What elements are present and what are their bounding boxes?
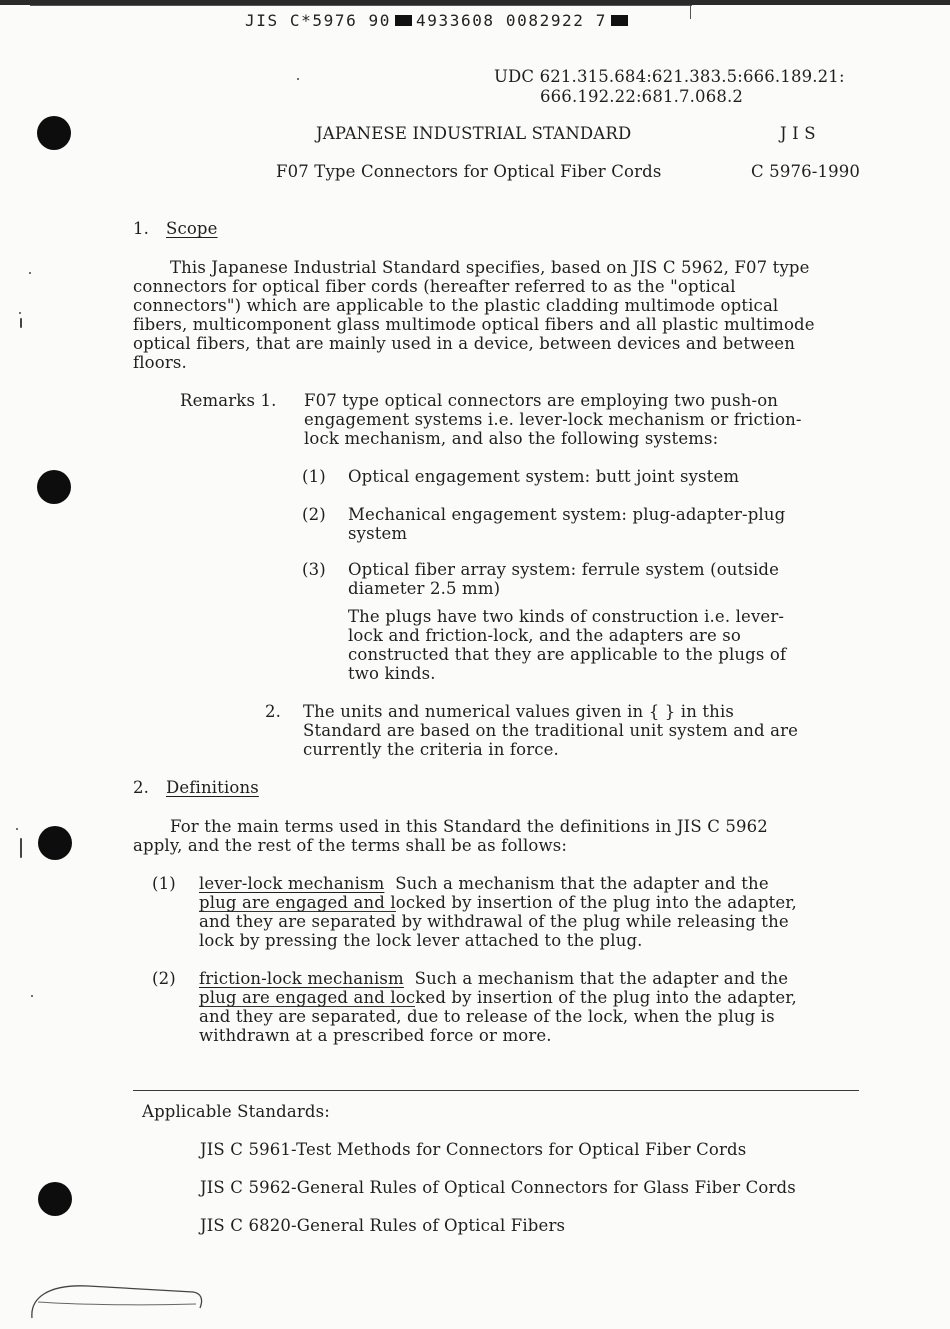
definitions-intro-line: For the main terms used in this Standard the definitions in JIS C 5962 [170, 817, 768, 836]
punch-hole [38, 1182, 72, 1216]
scope-para-line: floors. [133, 353, 187, 372]
redaction-block [611, 15, 628, 26]
section-number: 2. [133, 778, 150, 797]
remarks-label: Remarks 1. [180, 391, 277, 410]
header-rule-end [690, 5, 691, 19]
section-heading-scope [166, 219, 218, 238]
remark-1-line: lock mechanism, and also the following systems: [304, 429, 719, 448]
applicable-standard-item: JIS C 5962-General Rules of Optical Connectors for Glass Fiber Cords [200, 1178, 796, 1197]
plugs-note-line: two kinds. [348, 664, 436, 683]
udc-line-1: UDC 621.315.684:621.383.5:666.189.21: [494, 67, 845, 86]
header-rule [30, 5, 692, 6]
scope-heading-text: Scope [166, 219, 218, 238]
scan-speck [31, 995, 33, 997]
remark-1-line: F07 type optical connectors are employing two push-on [304, 391, 779, 410]
definitions-heading-text: Definitions [166, 778, 259, 797]
applicable-standard-item: JIS C 5961-Test Methods for Connectors for Optical Fiber Cords [200, 1140, 747, 1159]
jis-mark: J I S [780, 124, 816, 143]
definition-text: Such a mechanism that the adapter and the [395, 874, 769, 893]
punch-hole [38, 826, 72, 860]
list-item-number: (1) [302, 467, 326, 486]
definition-term-line [199, 969, 788, 988]
scope-para-line: connectors for optical fiber cords (hereafter referred to as the "optical [133, 277, 736, 296]
redaction-block [395, 15, 412, 26]
list-item-text: system [348, 524, 408, 543]
scan-speck [16, 828, 18, 830]
remark-2-line: Standard are based on the traditional unit system and are [303, 721, 799, 740]
applicable-standard-item: JIS C 6820-General Rules of Optical Fibers [200, 1216, 566, 1235]
list-item-text: Optical fiber array system: ferrule system (outside [348, 560, 780, 579]
scan-speck [19, 312, 21, 314]
section-number: 1. [133, 219, 150, 238]
definition-text: plug are engaged and locked by insertion of the plug into the adapter, [199, 893, 797, 912]
document-header-code [245, 11, 632, 30]
document-title: F07 Type Connectors for Optical Fiber Cords [276, 162, 662, 181]
scan-speck [20, 838, 22, 858]
list-item-number: (3) [302, 560, 326, 579]
scope-para-line: fibers, multicomponent glass multimode optical fibers and all plastic multimode [133, 315, 815, 334]
remark-2-line: The units and numerical values given in { } in this [303, 702, 734, 721]
definition-text: withdrawn at a prescribed force or more. [199, 1026, 552, 1045]
remark-2-number: 2. [265, 702, 282, 721]
remark-1-line: engagement systems i.e. lever-lock mechanism or friction- [304, 410, 802, 429]
plugs-note-line: constructed that they are applicable to the plugs of [348, 645, 787, 664]
header-code-left: JIS C*5976 90 [245, 11, 392, 30]
definition-text: plug are engaged and locked by insertion of the plug into the adapter, [199, 988, 797, 1007]
list-item-text: Mechanical engagement system: plug-adapter-plug [348, 505, 786, 524]
definitions-intro-line: apply, and the rest of the terms shall be as follows: [133, 836, 568, 855]
scope-para-line: optical fibers, that are mainly used in a device, between devices and between [133, 334, 795, 353]
definition-text: lock by pressing the lock lever attached to the plug. [199, 931, 643, 950]
section-heading-definitions [166, 778, 259, 797]
footnote-divider [133, 1090, 859, 1091]
scan-edge-curve [28, 1278, 208, 1323]
scope-para-line: connectors") which are applicable to the plastic cladding multimode optical [133, 296, 779, 315]
definition-term: lever-lock mechanism [199, 874, 385, 893]
definition-term-line [199, 874, 769, 893]
scope-para-line: This Japanese Industrial Standard specifies, based on JIS C 5962, F07 type [170, 258, 810, 277]
definition-term: friction-lock mechanism [199, 969, 404, 988]
scan-speck [297, 78, 299, 80]
list-item-number: (2) [302, 505, 326, 524]
remark-2-line: currently the criteria in force. [303, 740, 559, 759]
udc-line-2: 666.192.22:681.7.068.2 [540, 87, 744, 106]
standard-organization: JAPANESE INDUSTRIAL STANDARD [316, 124, 632, 143]
definition-text: and they are separated by withdrawal of the plug while releasing the [199, 912, 789, 931]
list-item-text: diameter 2.5 mm) [348, 579, 501, 598]
standard-number: C 5976-1990 [751, 162, 861, 181]
definition-text: Such a mechanism that the adapter and the [414, 969, 789, 988]
definition-text: and they are separated, due to release of the lock, when the plug is [199, 1007, 775, 1026]
punch-hole [37, 470, 71, 504]
punch-hole [37, 116, 71, 150]
applicable-standards-label: Applicable Standards: [142, 1102, 330, 1121]
definition-number: (1) [152, 874, 176, 893]
scan-speck [29, 272, 31, 274]
plugs-note-line: The plugs have two kinds of construction i.e. lever- [348, 607, 785, 626]
scan-speck [20, 318, 22, 328]
list-item-text: Optical engagement system: butt joint system [348, 467, 740, 486]
plugs-note-line: lock and friction-lock, and the adapters are so [348, 626, 741, 645]
header-code-right: 4933608 0082922 7 [416, 11, 607, 30]
definition-number: (2) [152, 969, 176, 988]
